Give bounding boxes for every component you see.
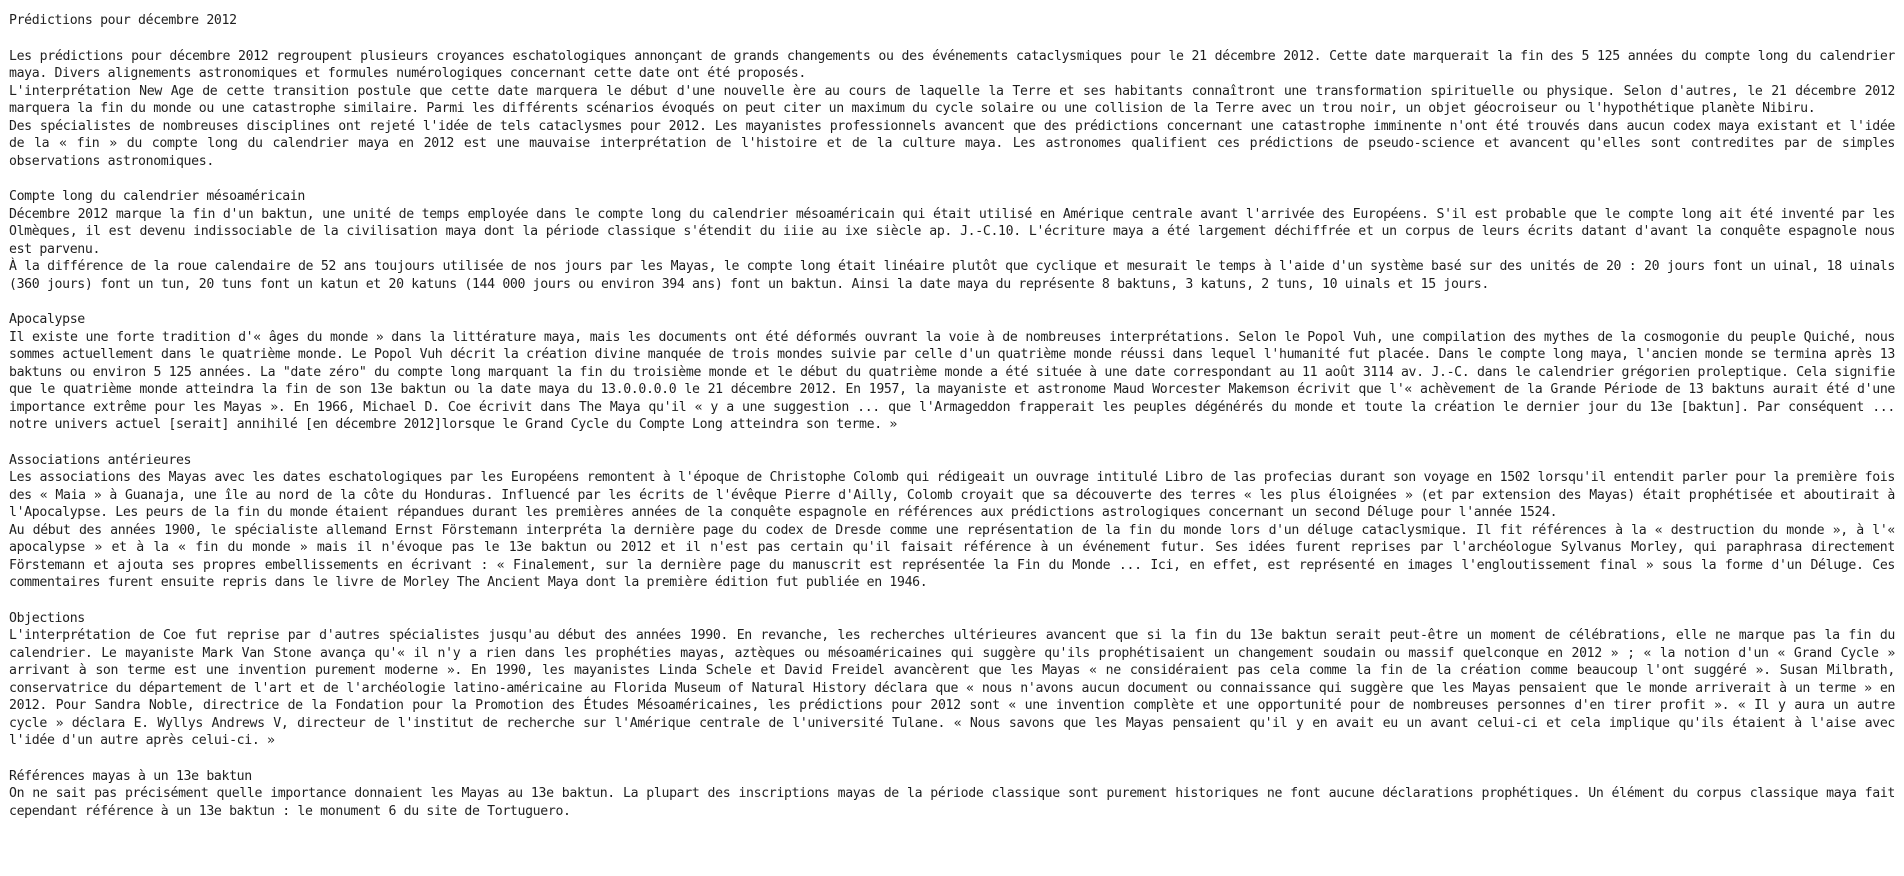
section-heading-apocalypse: Apocalypse (9, 312, 85, 327)
section-paragraph: À la différence de la roue calendaire de 52 ans toujours utilisée de nos jours par les Mayas, le compte long était linéaire plutôt que cyclique et mesurait le temps à l'aide d'un système basé sur des unités de 20 : 20 jours font un uinal, 18 uinals (360 jours) font un tun, 20 tuns font un katun et 20 katuns (144 000 jours ou environ 394 ans) font un baktun. Ainsi la date maya du représente 8 baktuns, 3 katuns, 2 tuns, 10 uinals et 15 jours. (9, 259, 1895, 292)
section-paragraph: Les associations des Mayas avec les dates eschatologiques par les Européens remontent à l'époque de Christophe Colomb qui rédigeait un ouvrage intitulé Libro de las profecias durant son voyage en 1502 lorsqu'il entendit parler pour la première fois des « Maia » à Guanaja, une île au nord de la côte du Honduras. Influencé par les écrits de l'évêque Pierre d'Ailly, Colomb croyait que sa découverte des terres « les plus éloignées » (et par extension des Mayas) était prophétisée et aboutirait à l'Apocalypse. Les peurs de la fin du monde étaient répandues durant les premières années de la conquête espagnole en références aux prédictions astrologiques concernant un second Déluge pour l'année 1524. (9, 470, 1895, 520)
spacer (9, 293, 1895, 311)
section-heading-references: Références mayas à un 13e baktun (9, 768, 252, 784)
section-paragraph: On ne sait pas précisément quelle importance donnaient les Mayas au 13e baktun. La plupart des inscriptions mayas de la période classique sont purement historiques ne font aucune déclarations prophétiques. Un élément du corpus classique maya fait cependant référence à un 13e baktun : le monument 6 du site de Tortuguero. (9, 786, 1895, 819)
intro-paragraph: Des spécialistes de nombreuses disciplines ont rejeté l'idée de tels cataclysmes pour 2012. Les mayanistes professionnels avancent que des prédictions concernant une catastrophe imminente n'ont été trouvés dans aucun codex maya existant et l'idée de la « fin » du compte long du calendrier maya en 2012 est une mauvaise interprétation de l'histoire et de la culture maya. Les astronomes qualifient ces prédictions de pseudo-science et avancent qu'elles sont contredites par de simples observations astronomiques. (9, 118, 1895, 169)
spacer (9, 750, 1895, 768)
article (9, 12, 1895, 820)
page-title: Prédictions pour décembre 2012 (9, 13, 237, 28)
section-heading-compte-long: Compte long du calendrier mésoaméricain (9, 189, 305, 204)
section-paragraph: Il existe une forte tradition d'« âges du monde » dans la littérature maya, mais les documents ont été déformés ouvrant la voie à de nombreuses interprétations. Selon le Popol Vuh, une compilation des mythes de la cosmogonie du peuple Quiché, nous sommes actuellement dans le quatrième monde. Le Popol Vuh décrit la création divine manquée de trois mondes suivie par celle d'un quatrième monde réussi dans lequel l'humanité fut placée. Dans le compte long maya, l'ancien monde se termina après 13 baktuns ou environ 5 125 années. La "date zéro" du compte long marquant la fin du troisième monde et le début du quatrième monde a été située à une date correspondant au 11 août 3114 av. J.-C. dans le calendrier grégorien proleptique. Cela signifie que le quatrième monde atteindra la fin de son 13e baktun ou la date maya du 13.0.0.0.0 le 21 décembre 2012. En 1957, la mayaniste et astronome Maud Worcester Makemson écrivit que l'« achèvement de la Grande Période de 13 baktuns aurait été d'une importance extrême pour les Mayas ». En 1966, Michael D. Coe écrivit dans The Maya qu'il « y a une suggestion ... que l'Armageddon frapperait les peuples dégénérés du monde et toute la création le dernier jour du 13e [baktun]. Par conséquent ... notre univers actuel [serait] annihilé [en décembre 2012]lorsque le Grand Cycle du Compte Long atteindra son terme. » (9, 329, 1895, 432)
section-heading-objections: Objections (9, 610, 85, 626)
section-paragraph: Décembre 2012 marque la fin d'un baktun, une unité de temps employée dans le compte long du calendrier mésoaméricain qui était utilisé en Amérique centrale avant l'arrivée des Européens. S'il est probable que le compte long ait été inventé par les Olmèques, il est devenu indissociable de la civilisation maya dont la période classique s'étendit du iiie au ixe siècle ap. J.-C.10. L'écriture maya a été largement déchiffrée et un corpus de leurs écrits datant d'avant la conquête espagnole nous est parvenu. (9, 206, 1895, 257)
intro-paragraph: Les prédictions pour décembre 2012 regroupent plusieurs croyances eschatologiques annonçant de grands changements ou des événements cataclysmiques pour le 21 décembre 2012. Cette date marquerait la fin des 5 125 années du compte long du calendrier maya. Divers alignements astronomiques et formules numérologiques concernant cette date ont été proposés. (9, 48, 1895, 81)
section-paragraph: L'interprétation de Coe fut reprise par d'autres spécialistes jusqu'au début des années 1990. En revanche, les recherches ultérieures avancent que si la fin du 13e baktun serait peut-être un moment de célébrations, elle ne marque pas la fin du calendrier. Le mayaniste Mark Van Stone avança qu'« il n'y a rien dans les prophéties mayas, aztèques ou mésoaméricaines qui suggère qu'ils prophétisaient un changement soudain ou massif quelconque en 2012 » ; « la notion d'un « Grand Cycle » arrivant à son terme est une invention purement moderne ». En 1990, les mayanistes Linda Schele et David Freidel avancèrent que les Mayas « ne considéraient pas cela comme la fin de la création comme beaucoup l'ont suggéré ». Susan Milbrath, conservatrice du département de l'art et de l'archéologie latino-américaine au Florida Museum of Natural History déclara que « nous n'avons aucun document ou connaissance qui suggère que les Mayas pensaient que le monde arriverait à un terme » en 2012. Pour Sandra Noble, directrice de la Fondation pour la Promotion des Études Mésoaméricaines, les prédictions pour 2012 sont « une invention complète et une opportunité pour de nombreuses personnes d'en tirer profit ». « Il y aura un autre cycle » déclara E. Wyllys Andrews V, directeur de l'institut de recherche sur l'Amérique centrale de l'université Tulane. « Nous savons que les Mayas pensaient qu'il y en avait eu un avant celui-ci et cela implique qu'ils étaient à l'aise avec l'idée d'un autre après celui-ci. » (9, 628, 1895, 748)
section-paragraph: Au début des années 1900, le spécialiste allemand Ernst Förstemann interpréta la dernière page du codex de Dresde comme une représentation de la fin du monde lors d'un déluge cataclysmique. Il fit références à la « destruction du monde », à l'« apocalypse » et à la « fin du monde » mais il n'évoque pas le 13e baktun ou 2012 et il n'est pas certain qu'il faisait référence à un événement futur. Ses idées furent reprises par l'archéologue Sylvanus Morley, qui paraphrasa directement Förstemann et ajouta ses propres embellissements en écrivant : « Finalement, sur la dernière page du manuscrit est représentée la Fin du Monde ... Ici, en effet, est représenté en images l'engloutissement final » sous la forme d'un Déluge. Ces commentaires furent ensuite repris dans le livre de Morley The Ancient Maya dont la première édition fut publiée en 1946. (9, 522, 1895, 590)
spacer (9, 170, 1895, 188)
spacer (9, 434, 1895, 452)
section-heading-associations: Associations antérieures (9, 452, 192, 468)
spacer (9, 592, 1895, 610)
spacer (9, 30, 1895, 48)
intro-paragraph: L'interprétation New Age de cette transition postule que cette date marquera le début d'une nouvelle ère au cours de laquelle la Terre et ses habitants connaîtront une transformation spirituelle ou physique. Selon d'autres, le 21 décembre 2012 marquera la fin du monde ou une catastrophe similaire. Parmi les différents scénarios évoqués on peut citer un maximum du cycle solaire ou une collision de la Terre avec un trou noir, un objet géocroiseur ou l'hypothétique planète Nibiru. (9, 83, 1895, 116)
